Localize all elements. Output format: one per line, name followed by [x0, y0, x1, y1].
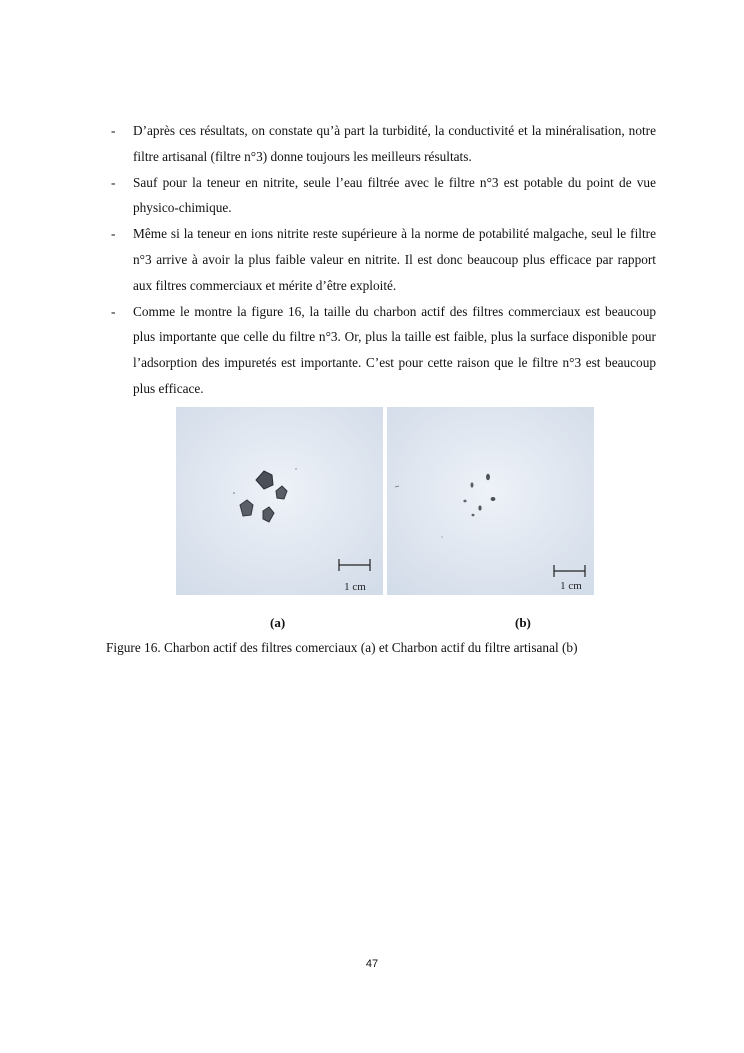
bullet-marker: -	[111, 123, 116, 138]
bullet-marker: -	[111, 226, 116, 242]
charcoal-particle	[486, 474, 490, 480]
figure-label-a: (a)	[270, 615, 286, 630]
bullet-list	[106, 118, 656, 402]
bullet-marker: -	[111, 174, 116, 190]
bullet-item	[106, 221, 656, 298]
bullet-item	[106, 118, 656, 170]
bullet-text: Sauf pour la teneur en nitrite, seule l’eau filtrée avec le filtre n°3 est potable du point de vue physico-chimique.	[133, 174, 656, 216]
bullet-marker: -	[111, 303, 116, 319]
figure-caption: Figure 16. Charbon actif des filtres comerciaux (a) et Charbon actif du filtre artisanal (b)	[106, 640, 578, 655]
charcoal-particle	[463, 500, 466, 503]
figure-photo-a	[176, 407, 383, 595]
charcoal-particle	[472, 514, 475, 517]
charcoal-particle	[471, 482, 474, 487]
charcoal-particle	[478, 505, 481, 510]
bullet-item	[106, 170, 656, 222]
charcoal-particle	[491, 497, 496, 501]
figure-photo-b	[387, 407, 594, 595]
bullet-item	[106, 299, 656, 402]
figure-label-b: (b)	[515, 615, 531, 630]
scale-bar-label: 1 cm	[344, 581, 366, 593]
scale-bar-label: 1 cm	[560, 580, 582, 592]
page-number: 47	[365, 958, 379, 970]
bullet-text: D’après ces résultats, on constate qu’à part la turbidité, la conductivité et la minéralisation, notre filtre artisanal (filtre n°3) donne toujours les meilleurs résultats.	[133, 123, 656, 164]
bullet-text: Même si la teneur en ions nitrite reste supérieure à la norme de potabilité malgache, seul le filtre n°3 arrive à avoir la plus faible valeur en nitrite. Il est donc beaucoup plus efficace par rapport aux filtres commerciaux et mérite d’être exploité.	[133, 226, 656, 293]
bullet-text: Comme le montre la figure 16, la taille du charbon actif des filtres commerciaux est beaucoup plus importante que celle du filtre n°3. Or, plus la taille est faible, plus la surface disponible pour l’adsorption des impuretés est importante. C’est pour cette raison que le filtre n°3 est beaucoup plus efficace.	[133, 303, 656, 396]
